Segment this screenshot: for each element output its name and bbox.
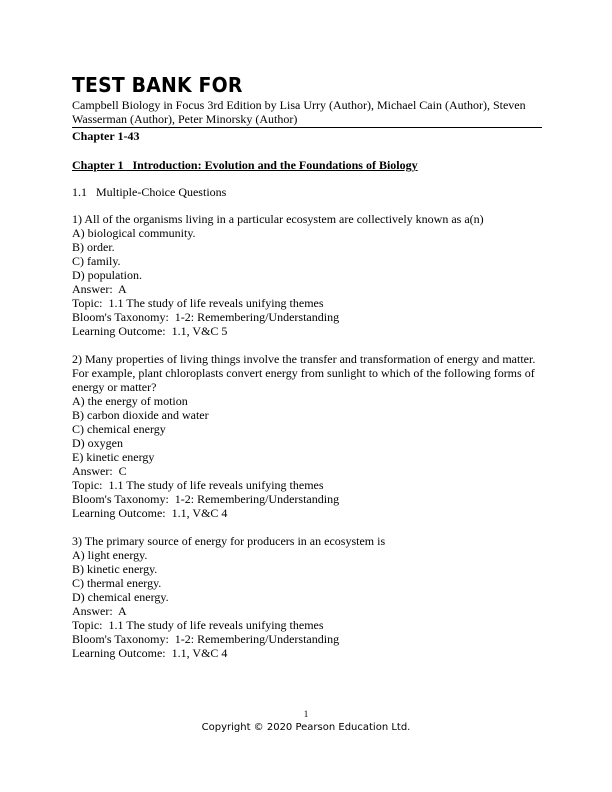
learning-outcome: Learning Outcome: 1.1, V&C 4 [72, 506, 228, 520]
answer-key: Answer: A [72, 282, 127, 296]
page-number: 1 [303, 709, 309, 719]
title-divider [72, 127, 542, 128]
answer-key: Answer: A [72, 604, 127, 618]
question-stem: 1) All of the organisms living in a particular ecosystem are collectively known as a(n) [72, 212, 484, 226]
answer-option: B) kinetic energy. [72, 562, 158, 576]
answer-option: D) oxygen [72, 436, 123, 450]
chapters-range: Chapter 1-43 [72, 129, 140, 143]
question-block [72, 212, 542, 338]
chapter-heading: Chapter 1 Introduction: Evolution and the Foundations of Biology [72, 158, 418, 172]
section-heading: 1.1 Multiple-Choice Questions [72, 185, 227, 199]
answer-option: D) population. [72, 268, 142, 282]
answer-option: A) light energy. [72, 548, 148, 562]
answer-key: Answer: C [72, 464, 127, 478]
blooms-taxonomy: Bloom's Taxonomy: 1-2: Remembering/Understanding [72, 310, 340, 324]
question-block [72, 534, 542, 660]
question-stem: 3) The primary source of energy for producers in an ecosystem is [72, 534, 386, 548]
question-topic: Topic: 1.1 The study of life reveals unifying themes [72, 296, 324, 310]
question-topic: Topic: 1.1 The study of life reveals unifying themes [72, 618, 324, 632]
question-block [72, 352, 542, 520]
page-content [72, 74, 542, 674]
blooms-taxonomy: Bloom's Taxonomy: 1-2: Remembering/Understanding [72, 632, 340, 646]
answer-option: C) family. [72, 254, 121, 268]
answer-option: E) kinetic energy [72, 450, 155, 464]
answer-option: B) order. [72, 240, 115, 254]
answer-option: C) thermal energy. [72, 576, 162, 590]
answer-option: C) chemical energy [72, 422, 166, 436]
learning-outcome: Learning Outcome: 1.1, V&C 4 [72, 646, 228, 660]
copyright-footer: Copyright © 2020 Pearson Education Ltd. [201, 722, 411, 733]
answer-option: D) chemical energy. [72, 590, 169, 604]
answer-option: B) carbon dioxide and water [72, 408, 209, 422]
blooms-taxonomy: Bloom's Taxonomy: 1-2: Remembering/Understanding [72, 492, 340, 506]
question-topic: Topic: 1.1 The study of life reveals unifying themes [72, 478, 324, 492]
document-title: TEST BANK FOR [72, 73, 243, 97]
question-list [72, 212, 542, 660]
learning-outcome: Learning Outcome: 1.1, V&C 5 [72, 324, 228, 338]
question-stem: 2) Many properties of living things involve the transfer and transformation of energy and matter. For example, plant chloroplasts convert energy from sunlight to which of the following forms of energy or matter? [72, 352, 539, 394]
document-subtitle: Campbell Biology in Focus 3rd Edition by Lisa Urry (Author), Michael Cain (Author), Steven Wasserman (Author), Peter Minorsky (Author) [72, 98, 526, 126]
answer-option: A) the energy of motion [72, 394, 188, 408]
answer-option: A) biological community. [72, 226, 196, 240]
